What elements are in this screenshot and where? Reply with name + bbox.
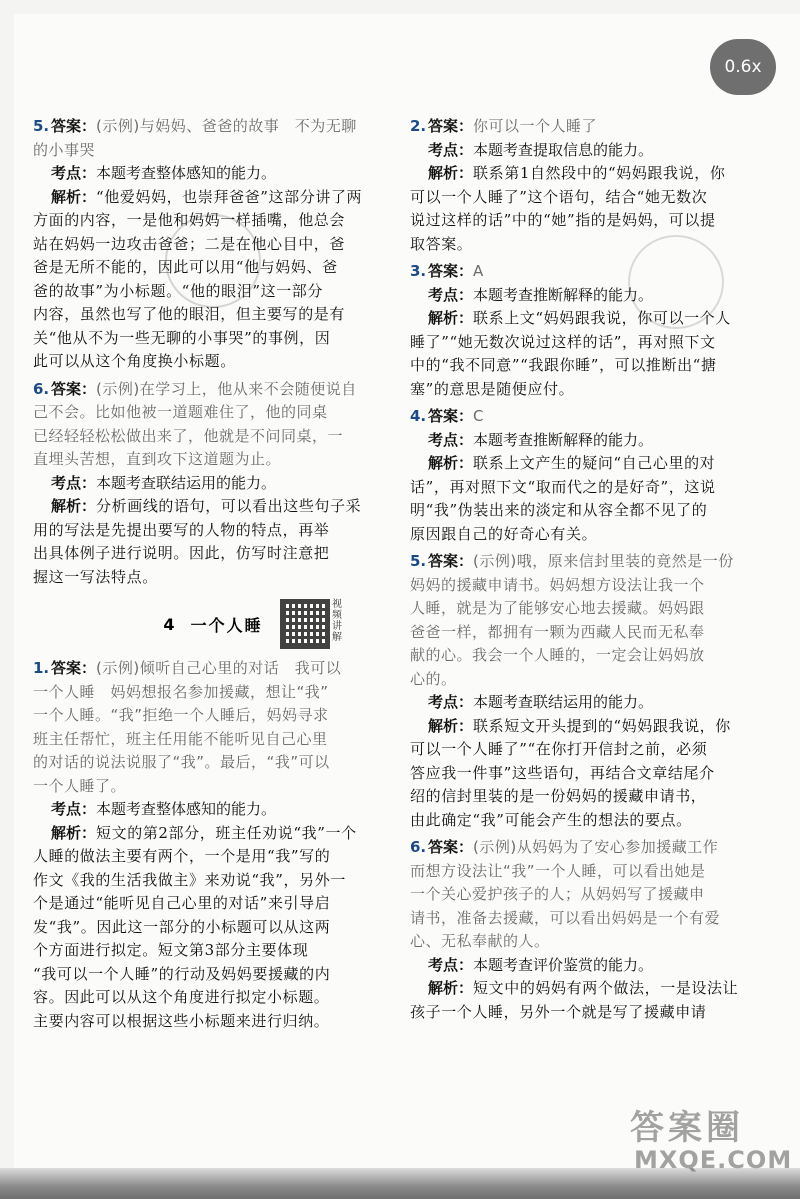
analysis-text: 容。因此可以从这个角度进行拟定小标题。: [33, 988, 330, 1006]
section-heading: [33, 599, 393, 649]
analysis-text: 方面的内容，一是他和妈妈一样插嘴，他总会: [33, 211, 346, 229]
answer-text: 爸爸一样，都拥有一颗为西藏人民而无私奉: [410, 622, 705, 641]
analysis-text: “他爱妈妈，也崇拜爸爸”这部分讲了两: [96, 187, 363, 206]
analysis-text: 可以一个人睡了”这个语句，结合“她无数次: [410, 187, 708, 206]
analysis-label: 解析：: [428, 454, 474, 472]
answer-text: 人睡，就是为了能够安心地去援藏。妈妈跟: [410, 599, 705, 617]
point-text: 本题考查整体感知的能力。: [96, 800, 277, 818]
point-label: 考点：: [428, 430, 474, 449]
analysis-label: 解析：: [51, 187, 97, 206]
analysis-text: 联系短文开头提到的“妈妈跟我说，你: [473, 716, 731, 735]
answer-text: 心的。: [410, 669, 457, 688]
question-number: 4.: [410, 407, 427, 425]
analysis-text: 孩子一个人睡，另外一个就是写了援藏申请: [410, 1002, 707, 1021]
analysis-text: 分析画线的语句，可以看出这些句子采: [96, 497, 362, 515]
right-column: [410, 115, 770, 1028]
point-label: 考点：: [428, 955, 474, 974]
point-text: 本题考查整体感知的能力。: [96, 164, 277, 182]
point-label: 考点：: [428, 693, 474, 711]
answer-text: 一个人睡。“我”拒绝一个人睡后，妈妈寻求: [33, 706, 329, 724]
analysis-text: 主要内容可以根据这些小标题来进行归纳。: [33, 1011, 330, 1030]
answer-text: 直埋头苦想，直到攻下这道题为止。: [33, 450, 282, 468]
question-number: 5.: [33, 117, 50, 135]
analysis-text: 中的“我不同意”“我跟你睡”，可以推断出“搪: [410, 356, 717, 374]
analysis-label: 解析：: [428, 309, 474, 327]
point-label: 考点：: [51, 164, 97, 182]
answer-label: 答案：: [428, 552, 474, 570]
question-6: [410, 836, 770, 1024]
analysis-text: 睡了”“她无数次说过这样的话”，再对照下文: [410, 332, 716, 351]
answer-text: 已经轻轻松松做出来了，他就是不问同桌，一: [33, 426, 344, 445]
analysis-text: “我可以一个人睡”的行动及妈妈要援藏的内: [33, 964, 331, 983]
analysis-text: 原因跟自己的好奇心有关。: [410, 524, 598, 543]
question-6: [33, 378, 393, 590]
section-title: 一个人睡: [190, 615, 263, 635]
analysis-text: 答应我一件事”这些语句，再结合文章结尾介: [410, 763, 715, 782]
point-label: 考点：: [428, 140, 474, 159]
answer-text: (示例)与妈妈、爸爸的故事 不为无聊: [96, 117, 357, 135]
question-number: 1.: [33, 659, 50, 677]
zoom-indicator[interactable]: 0.6x: [710, 39, 776, 95]
analysis-text: 个方面进行拟定。短文第3部分主要体现: [33, 941, 309, 959]
answer-text: 的对话的说法说服了“我”。最后，“我”可以: [33, 753, 330, 771]
answer-text: 请书，准备去援藏，可以看出妈妈是一个有爱: [410, 908, 721, 927]
analysis-text: 联系上文“妈妈跟我说，你可以一个人: [473, 309, 731, 327]
analysis-text: 联系第1自然段中的“妈妈跟我说，你: [473, 164, 726, 182]
analysis-text: 用的写法是先提出要写的人物的特点，再举: [33, 520, 330, 539]
point-text: 本题考查评价鉴赏的能力。: [473, 955, 654, 974]
analysis-text: 内容，虽然也写了他的眼泪，但主要写的是有: [33, 305, 346, 323]
analysis-label: 解析：: [428, 979, 474, 997]
point-text: 本题考查推断解释的能力。: [473, 430, 654, 449]
question-number: 2.: [410, 117, 427, 135]
question-number: 6.: [33, 379, 50, 398]
point-label: 考点：: [428, 285, 474, 304]
answer-text: (示例)哦，原来信封里装的竟然是一份: [473, 552, 734, 570]
analysis-text: 取答案。: [410, 234, 473, 253]
answer-label: 答案：: [428, 838, 474, 856]
answer-text: 你可以一个人睡了: [473, 117, 598, 135]
analysis-text: 此可以从这个角度换小标题。: [33, 352, 236, 370]
question-4: [410, 405, 770, 546]
analysis-text: 塞”的意思是随便应付。: [410, 379, 575, 398]
answer-text: 的小事哭: [33, 140, 96, 159]
analysis-text: 关“他从不为一些无聊的小事哭”的事例，因: [33, 328, 331, 347]
analysis-text: 可以一个人睡了”“在你打开信封之前，必须: [410, 740, 708, 758]
watermark-text: 答案圈: [630, 1108, 744, 1148]
analysis-text: 说过这样的话”中的“她”指的是妈妈，可以提: [410, 211, 716, 229]
analysis-text: 站在妈妈一边攻击爸爸；二是在他心目中，爸: [33, 234, 346, 253]
analysis-text: 个是通过“能听见自己心里的对话”来引导启: [33, 894, 331, 912]
answer-label: 答案：: [428, 262, 474, 280]
question-5: [410, 550, 770, 832]
question-2: [410, 115, 770, 256]
answer-text: 一个人睡了。: [33, 776, 127, 795]
left-column: [33, 115, 393, 1037]
analysis-label: 解析：: [51, 823, 97, 842]
answer-text: (示例)在学习上，他从来不会随便说自: [96, 379, 357, 398]
answer-text: 心、无私奉献的人。: [410, 932, 550, 950]
answer-label: 答案：: [51, 659, 97, 677]
analysis-label: 解析：: [428, 716, 474, 735]
answer-text: 己不会。比如他被一道题难住了，他的同桌: [33, 403, 328, 421]
point-text: 本题考查联结运用的能力。: [473, 693, 654, 711]
answer-text: (示例)从妈妈为了安心参加援藏工作: [473, 838, 719, 856]
analysis-text: 发“我”。因此这一部分的小标题可以从这两: [33, 917, 331, 936]
answer-text: C: [473, 407, 484, 425]
analysis-text: 由此确定“我”可能会产生的想法的要点。: [410, 810, 692, 829]
analysis-label: 解析：: [428, 164, 474, 182]
answer-label: 答案：: [428, 407, 474, 425]
question-number: 5.: [410, 552, 427, 570]
answer-text: 一个人睡 妈妈想报名参加援藏，想让“我”: [33, 682, 329, 701]
analysis-text: 短文的第2部分，班主任劝说“我”一个: [96, 823, 357, 842]
analysis-text: 绍的信封里装的是一份妈妈的援藏申请书，: [410, 787, 707, 805]
answer-text: 妈妈的援藏申请书。妈妈想方设法让我一个: [410, 575, 705, 594]
question-number: 6.: [410, 838, 427, 856]
point-label: 考点：: [51, 800, 97, 818]
question-5: [33, 115, 393, 374]
question-3: [410, 260, 770, 401]
point-text: 本题考查推断解释的能力。: [473, 285, 654, 304]
qr-code-icon[interactable]: [280, 599, 330, 649]
analysis-text: 作文《我的生活我做主》来劝说“我”，另外一: [33, 870, 346, 889]
watermark-logo: [620, 1100, 793, 1180]
answer-label: 答案：: [428, 117, 474, 135]
analysis-text: 短文中的妈妈有两个做法，一是设法让: [473, 979, 739, 997]
analysis-text: 爸是无所不能的，因此可以用“他与妈妈、爸: [33, 258, 338, 276]
answer-text: 而想方设法让“我”一个人睡，可以看出她是: [410, 861, 706, 880]
analysis-text: 人睡的做法主要有两个，一个是用“我”写的: [33, 847, 331, 865]
analysis-text: 联系上文产生的疑问“自己心里的对: [473, 454, 716, 472]
section-number: 4: [163, 614, 175, 634]
point-label: 考点：: [51, 473, 97, 492]
watermark-url: MXQE.COM: [634, 1146, 793, 1174]
answer-text: 一个关心爱护孩子的人；从妈妈写了援藏申: [410, 885, 705, 903]
analysis-text: 出具体例子进行说明。因此，仿写时注意把: [33, 544, 330, 562]
point-text: 本题考查提取信息的能力。: [473, 140, 654, 159]
section-question-1: [33, 657, 393, 1033]
answer-label: 答案：: [51, 117, 97, 135]
analysis-text: 话”，再对照下文“取而代之的是好奇”，这说: [410, 477, 716, 496]
qr-label: 视频讲解: [332, 599, 342, 643]
answer-text: (示例)倾听自己心里的对话 我可以: [96, 659, 342, 677]
analysis-text: 明“我”伪装出来的淡定和从容全都不见了的: [410, 501, 708, 519]
analysis-text: 握这一写法特点。: [33, 567, 158, 586]
answer-text: 班主任帮忙，班主任用能不能听见自己心里: [33, 729, 328, 748]
answer-label: 答案：: [51, 379, 97, 398]
question-number: 3.: [410, 262, 427, 280]
answer-text: A: [473, 262, 484, 280]
answer-text: 献的心。我会一个人睡的，一定会让妈妈放: [410, 646, 705, 664]
analysis-text: 爸的故事”为小标题。“他的眼泪”这一部分: [33, 281, 324, 300]
analysis-label: 解析：: [51, 497, 97, 515]
point-text: 本题考查联结运用的能力。: [96, 473, 277, 492]
